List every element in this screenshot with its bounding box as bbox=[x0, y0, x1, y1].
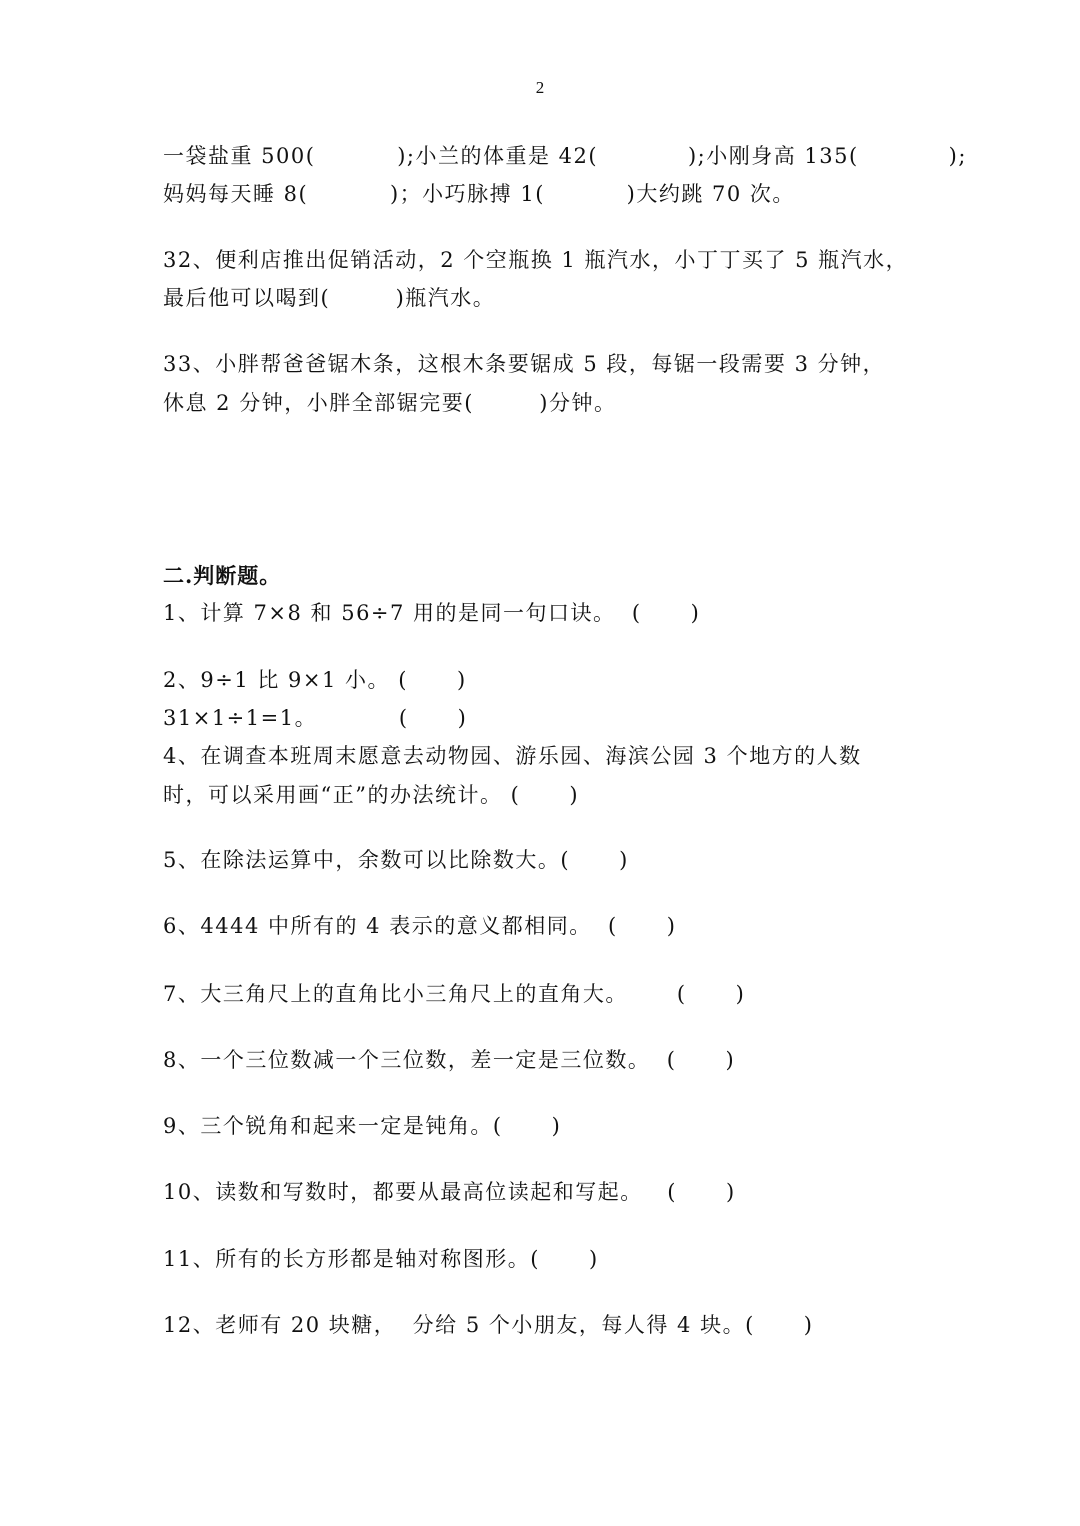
judgement-item: 6、4444 中所有的 4 表示的意义都相同。 ( ) bbox=[163, 914, 677, 938]
judgement-item: 4、在调查本班周末愿意去动物园、游乐园、海滨公园 3 个地方的人数 bbox=[163, 744, 862, 768]
question-32-line-2: 最后他可以喝到( )瓶汽水。 bbox=[163, 286, 496, 310]
judgement-item: 11、所有的长方形都是轴对称图形。( ) bbox=[163, 1247, 599, 1271]
question-32-line-1: 32、便利店推出促销活动，2 个空瓶换 1 瓶汽水，小丁丁买了 5 瓶汽水， bbox=[163, 248, 909, 272]
judgement-item: 12、老师有 20 块糖， 分给 5 个小朋友，每人得 4 块。( ) bbox=[163, 1313, 814, 1337]
section-title-judgement: 二.判断题。 bbox=[163, 563, 282, 588]
question-31-line-1: 一袋盐重 500( );小兰的体重是 42( );小刚身高 135( ); bbox=[163, 144, 967, 168]
page-number: 2 bbox=[535, 78, 545, 97]
question-33-line-1: 33、小胖帮爸爸锯木条，这根木条要锯成 5 段，每锯一段需要 3 分钟， bbox=[163, 352, 886, 376]
question-31-line-2: 妈妈每天睡 8( )；小巧脉搏 1( )大约跳 70 次。 bbox=[163, 182, 795, 206]
judgement-item: 10、读数和写数时，都要从最高位读起和写起。 ( ) bbox=[163, 1180, 736, 1204]
judgement-item: 9、三个锐角和起来一定是钝角。( ) bbox=[163, 1114, 562, 1138]
judgement-item: 8、一个三位数减一个三位数，差一定是三位数。 ( ) bbox=[163, 1048, 736, 1072]
judgement-item: 2、9÷1 比 9×1 小。 ( ) bbox=[163, 668, 467, 692]
judgement-item: 1、计算 7×8 和 56÷7 用的是同一句口诀。 ( ) bbox=[163, 601, 701, 625]
question-33-line-2: 休息 2 分钟，小胖全部锯完要( )分钟。 bbox=[163, 391, 617, 415]
judgement-item: 时，可以采用画“正”的办法统计。 ( ) bbox=[163, 783, 580, 807]
judgement-item: 7、大三角尺上的直角比小三角尺上的直角大。 ( ) bbox=[163, 982, 746, 1006]
judgement-item: 31×1÷1=1。 ( ) bbox=[163, 706, 468, 730]
judgement-item: 5、在除法运算中，余数可以比除数大。( ) bbox=[163, 848, 629, 872]
